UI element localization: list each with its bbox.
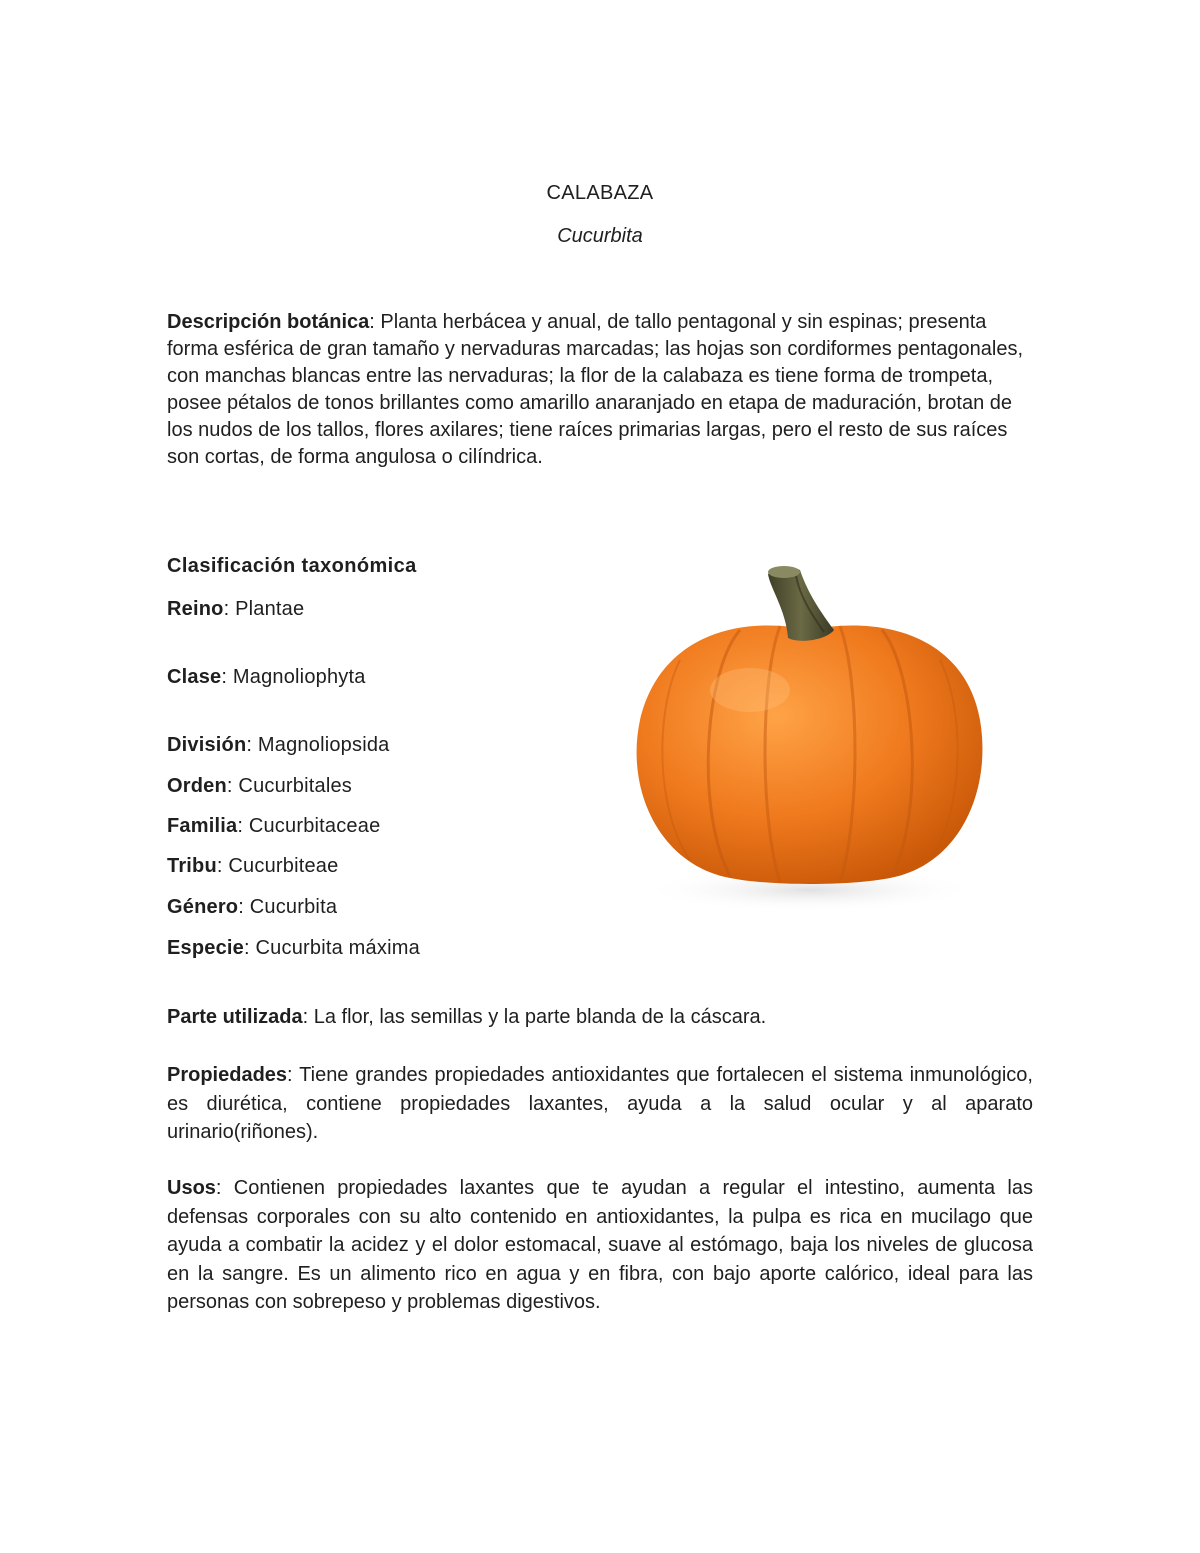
propiedades [167,1061,1033,1147]
parte-utilizada [167,1004,1033,1031]
taxonomy-value: : Cucurbitaceae [237,815,381,837]
propiedades-text: : Tiene grandes propiedades antioxidantes que fortalecen el sistema inmunológico, es diurética, contiene propiedades laxantes, ayuda a la salud ocular y al aparato urinario(riñones). [167,1064,1033,1143]
taxonomy-row-orden [167,775,352,798]
taxonomy-row-clase [167,666,366,689]
taxonomy-label: Reino [167,598,224,620]
botanical-description-text: : Planta herbácea y anual, de tallo pentagonal y sin espinas; presenta forma esférica de gran tamaño y nervaduras marcadas; las hojas son cordiformes pentagonales, con manchas blancas entre las nervaduras; la flor de la calabaza es tiene forma de trompeta, posee pétalos de tonos brillantes como amarillo anaranjado en etapa de maduración, brotan de los nudos de los tallos, flores axilares; tiene raíces primarias largas, pero el resto de sus raíces son cortas, de forma angulosa o cilíndrica. [167,311,1024,468]
taxonomy-row-reino [167,598,304,621]
taxonomy-value: : Cucurbita máxima [244,937,420,959]
parte-utilizada-label: Parte utilizada [167,1006,303,1028]
usos [167,1174,1033,1317]
taxonomy-label: Especie [167,937,245,959]
taxonomy-value: : Magnoliopsida [246,734,390,756]
taxonomy-label: Familia [167,815,238,837]
taxonomy-label: División [167,734,247,756]
taxonomy-heading: Clasificación taxonómica [167,555,417,577]
taxonomy-label: Orden [167,775,227,797]
pumpkin-body [637,625,983,884]
botanical-description-label: Descripción botánica [167,311,370,333]
botanical-description [167,309,1027,471]
taxonomy-value: : Magnoliophyta [221,666,366,688]
usos-label: Usos [167,1177,216,1199]
taxonomy-value: : Cucurbita [238,896,338,918]
taxonomy-value: : Plantae [223,598,305,620]
taxonomy-value: : Cucurbitales [226,775,352,797]
taxonomy-row-genero [167,896,337,919]
taxonomy-label: Tribu [167,855,217,877]
taxonomy-row-tribu [167,855,338,878]
taxonomy-row-especie [167,937,420,960]
taxonomy-row-familia [167,815,380,838]
pumpkin-image [620,560,1000,920]
page-title: CALABAZA [546,182,654,204]
taxonomy-label: Clase [167,666,222,688]
taxonomy-label: Género [167,896,239,918]
parte-utilizada-text: : La flor, las semillas y la parte blanda de la cáscara. [302,1006,767,1028]
usos-text: : Contienen propiedades laxantes que te ayudan a regular el intestino, aumenta las defensas corporales con su alto contenido en antioxidantes, la pulpa es rica en mucilago que ayuda a combatir la acidez y el dolor estomacal, suave al estómago, baja los niveles de glucosa en la sangre. Es un alimento rico en agua y en fibra, con bajo aporte calórico, ideal para las personas con sobrepeso y problemas digestivos. [167,1177,1033,1313]
page-subtitle: Cucurbita [557,225,643,247]
taxonomy-row-division [167,734,390,757]
taxonomy-value: : Cucurbiteae [216,855,339,877]
propiedades-label: Propiedades [167,1064,288,1086]
